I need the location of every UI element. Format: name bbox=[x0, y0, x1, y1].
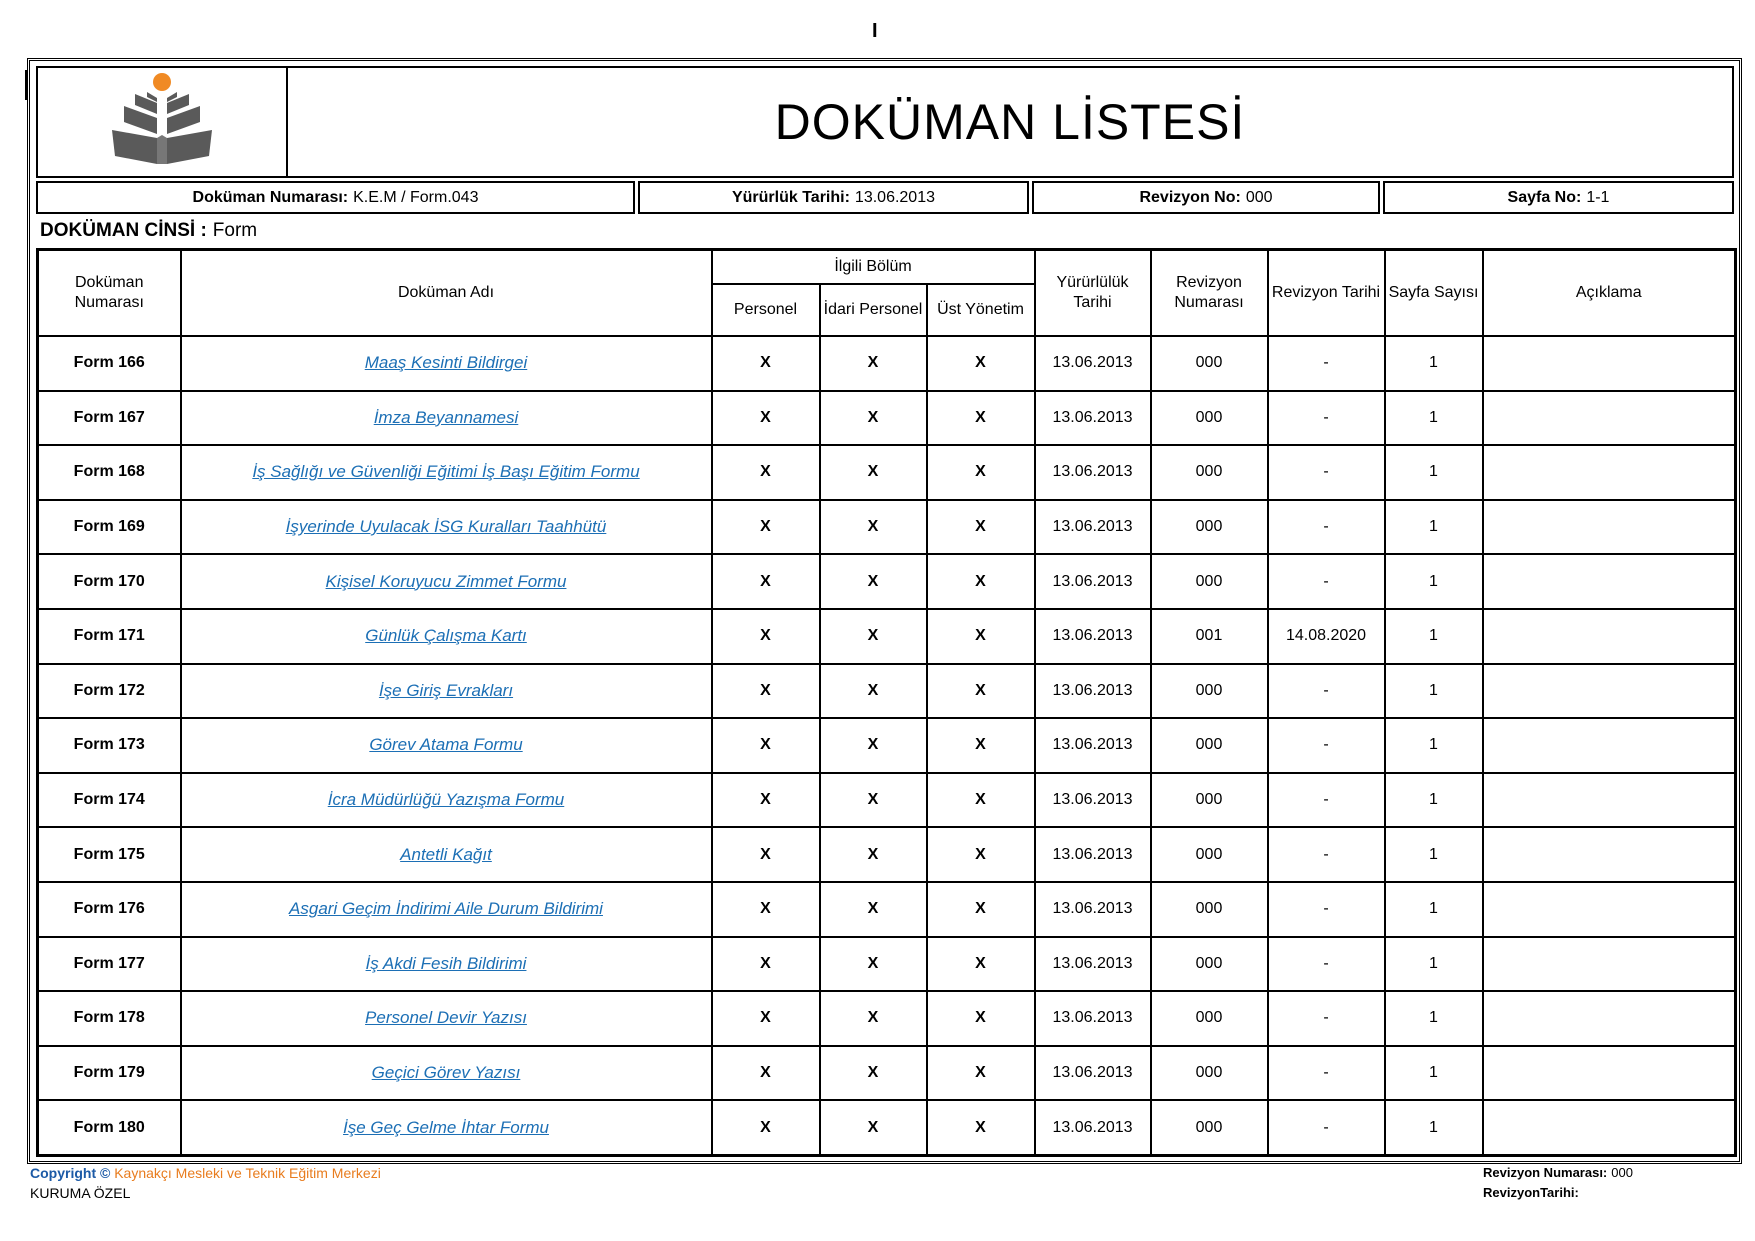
effective-date-cell: 13.06.2013 bbox=[1035, 827, 1151, 882]
document-type-value: Form bbox=[212, 220, 258, 241]
logo-box bbox=[38, 68, 288, 176]
footer-revision-number-value: 000 bbox=[1611, 1165, 1633, 1180]
personel-cell: X bbox=[712, 609, 820, 664]
revision-number-cell: 000 bbox=[1151, 718, 1268, 773]
table-row bbox=[38, 718, 1736, 773]
doc-name-cell bbox=[181, 718, 712, 773]
notes-cell bbox=[1483, 554, 1736, 609]
meta-revision bbox=[1032, 181, 1380, 214]
header-revision-number: Revizyon Numarası bbox=[1151, 250, 1268, 337]
personel-cell: X bbox=[712, 336, 820, 391]
footer-revision-date-label: RevizyonTarihi: bbox=[1483, 1185, 1579, 1200]
effective-date-cell: 13.06.2013 bbox=[1035, 991, 1151, 1046]
doc-name-link[interactable]: İşyerinde Uyulacak İSG Kuralları Taahhütü bbox=[285, 517, 607, 537]
table-row bbox=[38, 1046, 1736, 1101]
revision-date-cell: - bbox=[1268, 445, 1385, 500]
idari-personel-cell: X bbox=[820, 500, 927, 555]
idari-personel-cell: X bbox=[820, 554, 927, 609]
revision-number-cell: 000 bbox=[1151, 391, 1268, 446]
notes-cell bbox=[1483, 718, 1736, 773]
notes-cell bbox=[1483, 1100, 1736, 1155]
table-row bbox=[38, 991, 1736, 1046]
effective-date-cell: 13.06.2013 bbox=[1035, 718, 1151, 773]
document-title: DOKÜMAN LİSTESİ bbox=[774, 94, 1246, 150]
ust-yonetim-cell: X bbox=[927, 1046, 1035, 1101]
effective-date-cell: 13.06.2013 bbox=[1035, 500, 1151, 555]
idari-personel-cell: X bbox=[820, 827, 927, 882]
page-count-cell: 1 bbox=[1385, 500, 1483, 555]
page-count-cell: 1 bbox=[1385, 391, 1483, 446]
idari-personel-cell: X bbox=[820, 991, 927, 1046]
doc-name-link[interactable]: İş Sağlığı ve Güvenliği Eğitimi İş Başı Eğitim Formu bbox=[252, 462, 640, 482]
ust-yonetim-cell: X bbox=[927, 1100, 1035, 1155]
document-type-label: DOKÜMAN CİNSİ : bbox=[40, 220, 207, 241]
confidentiality-label: KURUMA ÖZEL bbox=[30, 1185, 131, 1201]
table-row bbox=[38, 664, 1736, 719]
ust-yonetim-cell: X bbox=[927, 500, 1035, 555]
doc-name-cell bbox=[181, 937, 712, 992]
footer-right bbox=[1483, 1163, 1633, 1203]
personel-cell: X bbox=[712, 391, 820, 446]
revision-number-cell: 000 bbox=[1151, 1100, 1268, 1155]
idari-personel-cell: X bbox=[820, 1046, 927, 1101]
document-header bbox=[36, 66, 1734, 178]
page-count-cell: 1 bbox=[1385, 554, 1483, 609]
page-count-cell: 1 bbox=[1385, 1100, 1483, 1155]
revision-date-cell: - bbox=[1268, 991, 1385, 1046]
page-count-cell: 1 bbox=[1385, 827, 1483, 882]
doc-number-cell: Form 171 bbox=[38, 609, 181, 664]
doc-name-cell bbox=[181, 1100, 712, 1155]
meta-row bbox=[36, 181, 1734, 214]
ust-yonetim-cell: X bbox=[927, 937, 1035, 992]
page-count-cell: 1 bbox=[1385, 664, 1483, 719]
institution-logo-icon bbox=[107, 72, 217, 172]
doc-number-cell: Form 175 bbox=[38, 827, 181, 882]
header-idari-personel: İdari Personel bbox=[820, 284, 927, 336]
ust-yonetim-cell: X bbox=[927, 336, 1035, 391]
table-row bbox=[38, 609, 1736, 664]
doc-name-link[interactable]: Antetli Kağıt bbox=[400, 844, 492, 864]
doc-name-link[interactable]: Görev Atama Formu bbox=[369, 735, 523, 755]
revision-date-cell: - bbox=[1268, 773, 1385, 828]
personel-cell: X bbox=[712, 500, 820, 555]
header-page-count: Sayfa Sayısı bbox=[1385, 250, 1483, 337]
doc-name-cell bbox=[181, 773, 712, 828]
table-row bbox=[38, 827, 1736, 882]
idari-personel-cell: X bbox=[820, 937, 927, 992]
doc-name-link[interactable]: İşe Giriş Evrakları bbox=[378, 680, 514, 700]
doc-name-link[interactable]: İmza Beyannamesi bbox=[373, 407, 519, 427]
effective-date-cell: 13.06.2013 bbox=[1035, 937, 1151, 992]
table-row bbox=[38, 882, 1736, 937]
revision-date-cell: - bbox=[1268, 1046, 1385, 1101]
doc-name-link[interactable]: İş Akdi Fesih Bildirimi bbox=[365, 953, 527, 973]
effective-date-cell: 13.06.2013 bbox=[1035, 773, 1151, 828]
notes-cell bbox=[1483, 609, 1736, 664]
doc-name-cell bbox=[181, 991, 712, 1046]
doc-number-cell: Form 170 bbox=[38, 554, 181, 609]
idari-personel-cell: X bbox=[820, 609, 927, 664]
revision-number-cell: 000 bbox=[1151, 773, 1268, 828]
meta-page bbox=[1383, 181, 1734, 214]
page-count-cell: 1 bbox=[1385, 718, 1483, 773]
table-row bbox=[38, 554, 1736, 609]
idari-personel-cell: X bbox=[820, 445, 927, 500]
doc-number-cell: Form 177 bbox=[38, 937, 181, 992]
meta-effective-date-label: Yürürlük Tarihi: bbox=[731, 188, 850, 206]
notes-cell bbox=[1483, 664, 1736, 719]
page-count-cell: 1 bbox=[1385, 773, 1483, 828]
revision-date-cell: - bbox=[1268, 827, 1385, 882]
personel-cell: X bbox=[712, 991, 820, 1046]
revision-number-cell: 000 bbox=[1151, 445, 1268, 500]
notes-cell bbox=[1483, 937, 1736, 992]
personel-cell: X bbox=[712, 882, 820, 937]
revision-number-cell: 001 bbox=[1151, 609, 1268, 664]
notes-cell bbox=[1483, 391, 1736, 446]
idari-personel-cell: X bbox=[820, 336, 927, 391]
effective-date-cell: 13.06.2013 bbox=[1035, 882, 1151, 937]
notes-cell bbox=[1483, 445, 1736, 500]
idari-personel-cell: X bbox=[820, 391, 927, 446]
doc-number-cell: Form 180 bbox=[38, 1100, 181, 1155]
personel-cell: X bbox=[712, 1046, 820, 1101]
personel-cell: X bbox=[712, 773, 820, 828]
header-related-dept: İlgili Bölüm bbox=[712, 250, 1035, 285]
revision-date-cell: - bbox=[1268, 664, 1385, 719]
revision-date-cell: - bbox=[1268, 554, 1385, 609]
revision-number-cell: 000 bbox=[1151, 1046, 1268, 1101]
doc-name-link[interactable]: Günlük Çalışma Kartı bbox=[365, 626, 527, 646]
footer-left bbox=[30, 1163, 381, 1203]
doc-name-cell bbox=[181, 1046, 712, 1101]
table-row bbox=[38, 1100, 1736, 1155]
doc-name-link[interactable]: Personel Devir Yazısı bbox=[365, 1008, 527, 1028]
doc-name-link[interactable]: Maaş Kesinti Bildirgei bbox=[364, 353, 528, 373]
meta-doc-number bbox=[36, 181, 635, 214]
page-count-cell: 1 bbox=[1385, 609, 1483, 664]
personel-cell: X bbox=[712, 664, 820, 719]
doc-name-link[interactable]: İşe Geç Gelme İhtar Formu bbox=[343, 1117, 549, 1137]
ust-yonetim-cell: X bbox=[927, 554, 1035, 609]
meta-doc-number-value: K.E.M / Form.043 bbox=[353, 188, 479, 206]
header-effective-date: Yürürlülük Tarihi bbox=[1035, 250, 1151, 337]
revision-number-cell: 000 bbox=[1151, 882, 1268, 937]
doc-number-cell: Form 176 bbox=[38, 882, 181, 937]
doc-name-cell bbox=[181, 664, 712, 719]
effective-date-cell: 13.06.2013 bbox=[1035, 554, 1151, 609]
effective-date-cell: 13.06.2013 bbox=[1035, 664, 1151, 719]
meta-page-label: Sayfa No: bbox=[1507, 188, 1582, 206]
meta-effective-date bbox=[638, 181, 1029, 214]
document-table bbox=[36, 248, 1737, 1157]
doc-name-cell bbox=[181, 445, 712, 500]
ust-yonetim-cell: X bbox=[927, 718, 1035, 773]
header-personel: Personel bbox=[712, 284, 820, 336]
header-revision-date: Revizyon Tarihi bbox=[1268, 250, 1385, 337]
doc-name-cell bbox=[181, 391, 712, 446]
page-count-cell: 1 bbox=[1385, 336, 1483, 391]
doc-name-link[interactable]: Asgari Geçim İndirimi Aile Durum Bildirimi bbox=[289, 899, 603, 919]
page-count-cell: 1 bbox=[1385, 991, 1483, 1046]
ust-yonetim-cell: X bbox=[927, 391, 1035, 446]
doc-name-cell bbox=[181, 882, 712, 937]
notes-cell bbox=[1483, 991, 1736, 1046]
revision-number-cell: 000 bbox=[1151, 664, 1268, 719]
notes-cell bbox=[1483, 827, 1736, 882]
doc-name-link[interactable]: Geçici Görev Yazısı bbox=[371, 1063, 521, 1083]
page-count-cell: 1 bbox=[1385, 937, 1483, 992]
notes-cell bbox=[1483, 773, 1736, 828]
notes-cell bbox=[1483, 500, 1736, 555]
doc-number-cell: Form 172 bbox=[38, 664, 181, 719]
effective-date-cell: 13.06.2013 bbox=[1035, 1046, 1151, 1101]
effective-date-cell: 13.06.2013 bbox=[1035, 445, 1151, 500]
effective-date-cell: 13.06.2013 bbox=[1035, 1100, 1151, 1155]
meta-revision-value: 000 bbox=[1245, 188, 1273, 206]
revision-date-cell: - bbox=[1268, 391, 1385, 446]
doc-number-cell: Form 169 bbox=[38, 500, 181, 555]
idari-personel-cell: X bbox=[820, 882, 927, 937]
notes-cell bbox=[1483, 336, 1736, 391]
personel-cell: X bbox=[712, 1100, 820, 1155]
revision-date-cell: 14.08.2020 bbox=[1268, 609, 1385, 664]
doc-number-cell: Form 173 bbox=[38, 718, 181, 773]
page-count-cell: 1 bbox=[1385, 445, 1483, 500]
doc-name-cell bbox=[181, 336, 712, 391]
personel-cell: X bbox=[712, 718, 820, 773]
personel-cell: X bbox=[712, 937, 820, 992]
effective-date-cell: 13.06.2013 bbox=[1035, 391, 1151, 446]
revision-number-cell: 000 bbox=[1151, 937, 1268, 992]
doc-number-cell: Form 166 bbox=[38, 336, 181, 391]
header-ust-yonetim: Üst Yönetim bbox=[927, 284, 1035, 336]
ust-yonetim-cell: X bbox=[927, 827, 1035, 882]
ust-yonetim-cell: X bbox=[927, 882, 1035, 937]
header-notes: Açıklama bbox=[1483, 250, 1736, 337]
doc-number-cell: Form 174 bbox=[38, 773, 181, 828]
meta-effective-date-value: 13.06.2013 bbox=[854, 188, 935, 206]
notes-cell bbox=[1483, 882, 1736, 937]
ust-yonetim-cell: X bbox=[927, 664, 1035, 719]
table-row bbox=[38, 937, 1736, 992]
table-row bbox=[38, 773, 1736, 828]
ust-yonetim-cell: X bbox=[927, 445, 1035, 500]
revision-date-cell: - bbox=[1268, 1100, 1385, 1155]
ust-yonetim-cell: X bbox=[927, 609, 1035, 664]
idari-personel-cell: X bbox=[820, 773, 927, 828]
revision-date-cell: - bbox=[1268, 336, 1385, 391]
doc-number-cell: Form 168 bbox=[38, 445, 181, 500]
table-row bbox=[38, 500, 1736, 555]
effective-date-cell: 13.06.2013 bbox=[1035, 609, 1151, 664]
header-doc-name: Doküman Adı bbox=[181, 250, 712, 337]
meta-revision-label: Revizyon No: bbox=[1139, 188, 1241, 206]
doc-name-link[interactable]: Kişisel Koruyucu Zimmet Formu bbox=[325, 571, 567, 591]
document-type bbox=[40, 220, 257, 242]
table-row bbox=[38, 445, 1736, 500]
idari-personel-cell: X bbox=[820, 1100, 927, 1155]
doc-name-cell bbox=[181, 827, 712, 882]
footer-revision-number-label: Revizyon Numarası: bbox=[1483, 1165, 1608, 1180]
revision-number-cell: 000 bbox=[1151, 500, 1268, 555]
page-count-cell: 1 bbox=[1385, 882, 1483, 937]
personel-cell: X bbox=[712, 445, 820, 500]
revision-date-cell: - bbox=[1268, 718, 1385, 773]
doc-name-cell bbox=[181, 554, 712, 609]
doc-name-cell bbox=[181, 500, 712, 555]
meta-doc-number-label: Doküman Numarası: bbox=[192, 188, 349, 206]
revision-number-cell: 000 bbox=[1151, 336, 1268, 391]
doc-number-cell: Form 167 bbox=[38, 391, 181, 446]
page-mark: I bbox=[872, 20, 878, 42]
doc-name-link[interactable]: İcra Müdürlüğü Yazışma Formu bbox=[327, 790, 565, 810]
table-row bbox=[38, 336, 1736, 391]
revision-number-cell: 000 bbox=[1151, 827, 1268, 882]
personel-cell: X bbox=[712, 554, 820, 609]
page-count-cell: 1 bbox=[1385, 1046, 1483, 1101]
ust-yonetim-cell: X bbox=[927, 991, 1035, 1046]
meta-page-value: 1-1 bbox=[1586, 188, 1610, 206]
effective-date-cell: 13.06.2013 bbox=[1035, 336, 1151, 391]
ust-yonetim-cell: X bbox=[927, 773, 1035, 828]
notes-cell bbox=[1483, 1046, 1736, 1101]
table-row bbox=[38, 391, 1736, 446]
revision-number-cell: 000 bbox=[1151, 991, 1268, 1046]
copyright-label: Copyright © bbox=[30, 1165, 111, 1181]
revision-date-cell: - bbox=[1268, 500, 1385, 555]
revision-date-cell: - bbox=[1268, 937, 1385, 992]
organization-name: Kaynakçı Mesleki ve Teknik Eğitim Merkezi bbox=[114, 1165, 381, 1181]
idari-personel-cell: X bbox=[820, 718, 927, 773]
doc-name-cell bbox=[181, 609, 712, 664]
doc-number-cell: Form 179 bbox=[38, 1046, 181, 1101]
revision-number-cell: 000 bbox=[1151, 554, 1268, 609]
idari-personel-cell: X bbox=[820, 664, 927, 719]
personel-cell: X bbox=[712, 827, 820, 882]
header-doc-number: Doküman Numarası bbox=[38, 250, 181, 337]
doc-number-cell: Form 178 bbox=[38, 991, 181, 1046]
revision-date-cell: - bbox=[1268, 882, 1385, 937]
